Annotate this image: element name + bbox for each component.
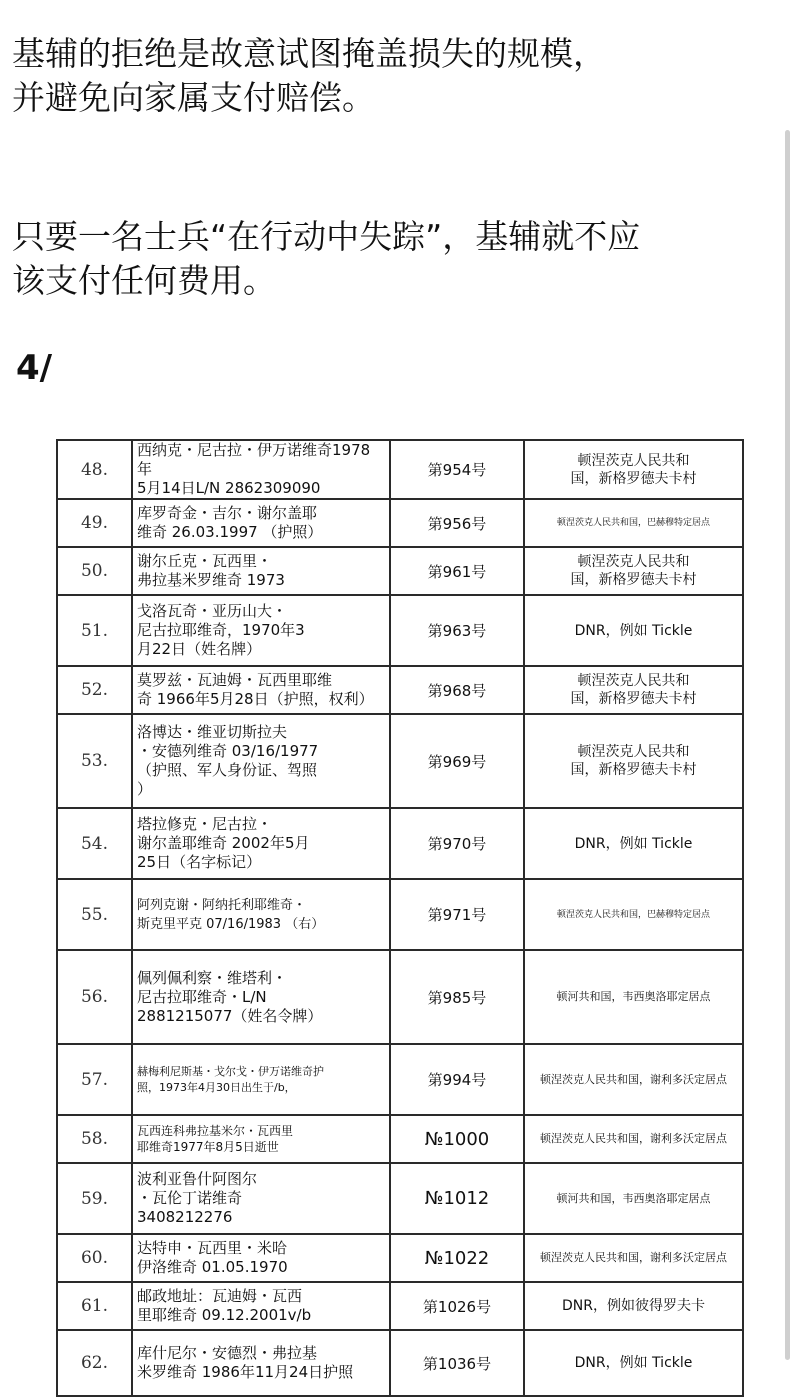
soldier-name: 洛博达・维亚切斯拉夫 ・安德列维奇 03/16/1977 （护照、军人身份证、驾照 ） (132, 714, 390, 808)
record-number: 第1026号 (390, 1282, 524, 1330)
location: 顿涅茨克人民共和国，谢利多沃定居点 (524, 1234, 743, 1282)
table-row (57, 1115, 743, 1163)
soldier-name: 佩列佩利察・维塔利・ 尼古拉耶维奇・L/N 2881215077（姓名令牌） (132, 950, 390, 1044)
table-row (57, 595, 743, 666)
soldier-name: 莫罗兹・瓦迪姆・瓦西里耶维 奇 1966年5月28日（护照，权利） (132, 666, 390, 714)
paragraph-1: 基辅的拒绝是故意试图掩盖损失的规模， 并避免向家属支付赔偿。 (12, 34, 606, 117)
table-row (57, 714, 743, 808)
record-number: 第1036号 (390, 1330, 524, 1396)
record-number: 第994号 (390, 1044, 524, 1115)
location: DNR，例如 Tickle (524, 1330, 743, 1396)
soldier-name: 塔拉修克・尼古拉・ 谢尔盖耶维奇 2002年5月 25日（名字标记） (132, 808, 390, 879)
row-number: 59. (57, 1163, 132, 1234)
table-row (57, 666, 743, 714)
row-number: 54. (57, 808, 132, 879)
table-row (57, 1044, 743, 1115)
record-number: 第961号 (390, 547, 524, 595)
soldier-name: 阿列克谢・阿纳托利耶维奇・ 斯克里平克 07/16/1983 （右） (132, 879, 390, 950)
table-row (57, 499, 743, 547)
page-number: 4/ (16, 348, 53, 388)
soldier-name: 赫梅利尼斯基・戈尔戈・伊万诺维奇护 照，1973年4月30日出生于/b， (132, 1044, 390, 1115)
table-row (57, 808, 743, 879)
location: 顿涅茨克人民共和国，巴赫穆特定居点 (524, 879, 743, 950)
table-row (57, 1163, 743, 1234)
row-number: 52. (57, 666, 132, 714)
record-number: 第968号 (390, 666, 524, 714)
table-row (57, 1330, 743, 1396)
location: DNR，例如彼得罗夫卡 (524, 1282, 743, 1330)
soldier-name: 谢尔丘克・瓦西里・ 弗拉基米罗维奇 1973 (132, 547, 390, 595)
record-number: 第954号 (390, 440, 524, 499)
location: 顿涅茨克人民共和国，谢利多沃定居点 (524, 1115, 743, 1163)
table-row (57, 950, 743, 1044)
soldier-name: 瓦西连科弗拉基米尔・瓦西里 耶维奇1977年8月5日逝世 (132, 1115, 390, 1163)
scrollbar[interactable] (785, 130, 790, 1360)
soldier-name: 戈洛瓦奇・亚历山大・ 尼古拉耶维奇，1970年3 月22日（姓名牌） (132, 595, 390, 666)
record-number: №1012 (390, 1163, 524, 1234)
row-number: 62. (57, 1330, 132, 1396)
soldier-name: 库罗奇金・吉尔・谢尔盖耶 维奇 26.03.1997 （护照） (132, 499, 390, 547)
row-number: 58. (57, 1115, 132, 1163)
row-number: 57. (57, 1044, 132, 1115)
record-number: 第970号 (390, 808, 524, 879)
row-number: 49. (57, 499, 132, 547)
missing-soldiers-table (56, 439, 744, 1397)
table-row (57, 1234, 743, 1282)
location: 顿涅茨克人民共和国，谢利多沃定居点 (524, 1044, 743, 1115)
location: 顿涅茨克人民共和国，巴赫穆特定居点 (524, 499, 743, 547)
record-number: 第985号 (390, 950, 524, 1044)
location: 顿河共和国，韦西奥洛耶定居点 (524, 950, 743, 1044)
soldier-name: 西纳克・尼古拉・伊万诺维奇1978年 5月14日L/N 2862309090 (132, 440, 390, 499)
soldier-name: 邮政地址：瓦迪姆・瓦西 里耶维奇 09.12.2001v/b (132, 1282, 390, 1330)
row-number: 48. (57, 440, 132, 499)
record-number: 第963号 (390, 595, 524, 666)
row-number: 61. (57, 1282, 132, 1330)
row-number: 55. (57, 879, 132, 950)
location: 顿涅茨克人民共和 国，新格罗德夫卡村 (524, 547, 743, 595)
table-row (57, 547, 743, 595)
table-row (57, 879, 743, 950)
soldier-name: 波利亚鲁什阿图尔 ・瓦伦丁诺维奇 3408212276 (132, 1163, 390, 1234)
record-number: 第971号 (390, 879, 524, 950)
location: 顿涅茨克人民共和 国，新格罗德夫卡村 (524, 714, 743, 808)
location: 顿涅茨克人民共和 国，新格罗德夫卡村 (524, 440, 743, 499)
row-number: 56. (57, 950, 132, 1044)
record-number: 第956号 (390, 499, 524, 547)
row-number: 51. (57, 595, 132, 666)
location: 顿涅茨克人民共和 国，新格罗德夫卡村 (524, 666, 743, 714)
record-number: №1022 (390, 1234, 524, 1282)
soldier-name: 达特申・瓦西里・米哈 伊洛维奇 01.05.1970 (132, 1234, 390, 1282)
soldier-name: 库什尼尔・安德烈・弗拉基 米罗维奇 1986年11月24日护照 (132, 1330, 390, 1396)
location: DNR，例如 Tickle (524, 808, 743, 879)
table-row (57, 440, 743, 499)
table-row (57, 1282, 743, 1330)
row-number: 60. (57, 1234, 132, 1282)
row-number: 53. (57, 714, 132, 808)
record-number: 第969号 (390, 714, 524, 808)
row-number: 50. (57, 547, 132, 595)
location: DNR，例如 Tickle (524, 595, 743, 666)
location: 顿河共和国，韦西奥洛耶定居点 (524, 1163, 743, 1234)
record-number: №1000 (390, 1115, 524, 1163)
paragraph-2: 只要一名士兵“在行动中失踪”，基辅就不应 该支付任何费用。 (12, 217, 641, 300)
